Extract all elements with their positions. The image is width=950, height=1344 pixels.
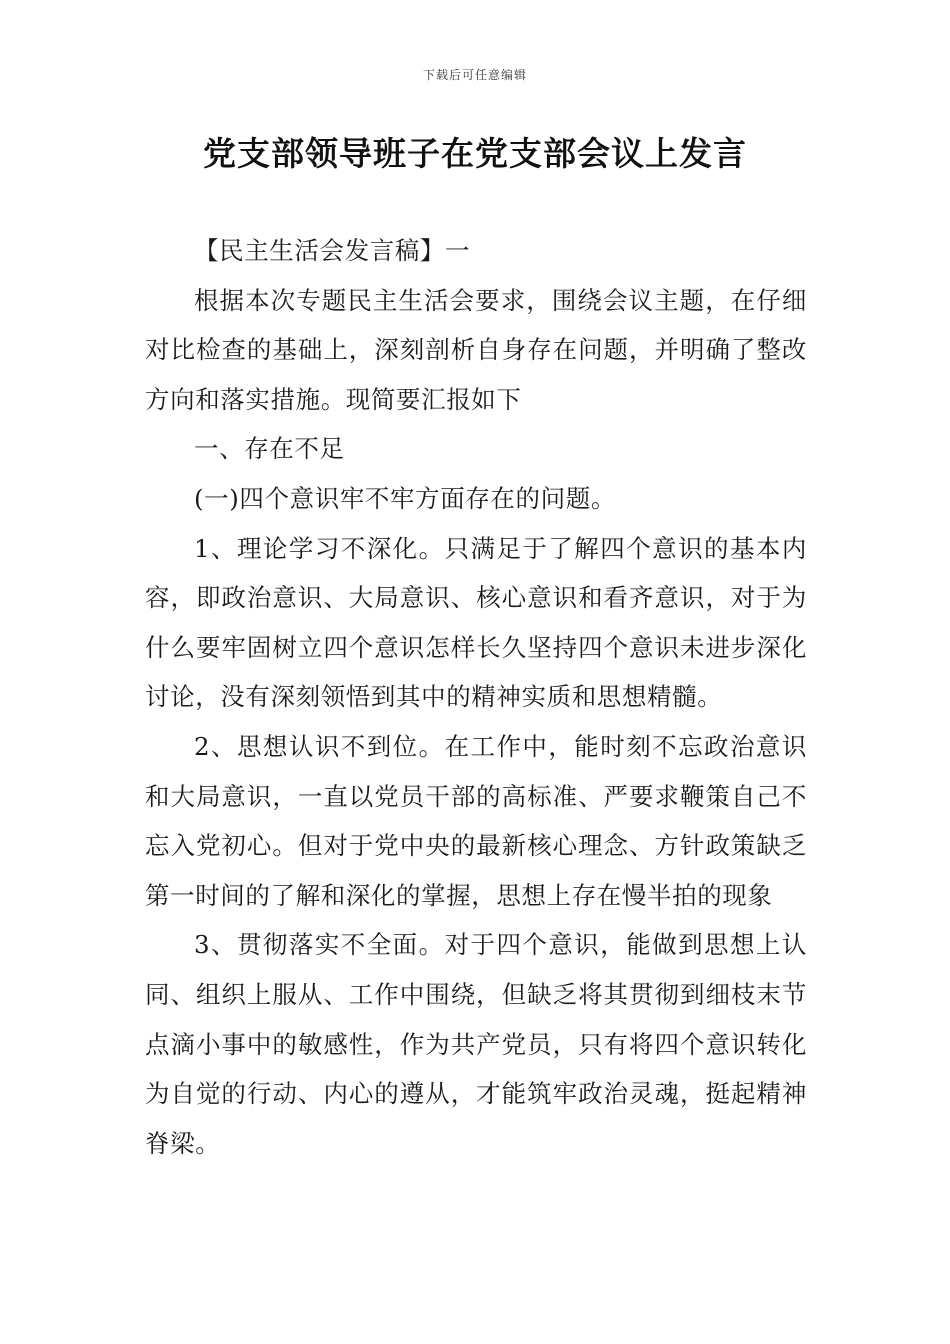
paragraph-section-heading: 【民主生活会发言稿】一 — [194, 236, 471, 265]
paragraph-item-1: 1、理论学习不深化。只满足于了解四个意识的基本内容，即政治意识、大局意识、核心意识和看齐意识，对于为什么要牢固树立四个意识怎样长久坚持四个意识未进步深化讨论，没有深刻领悟到其中的精神实质和思想精髓。 — [145, 533, 807, 712]
paragraph-heading-shortcomings: 一、存在不足 — [194, 434, 345, 464]
document-body — [145, 226, 807, 1168]
paragraph-item-2: 2、思想认识不到位。在工作中，能时刻不忘政治意识和大局意识，一直以党员干部的高标准、严要求鞭策自己不忘入党初心。但对于党中央的最新核心理念、方针政策缺乏第一时间的了解和深化的掌握，思想上存在慢半拍的现象 — [145, 731, 807, 910]
paragraph-subheading-four-consciousness: (一)四个意识牢不牢方面存在的问题。 — [194, 483, 616, 513]
document-title: 党支部领导班子在党支部会议上发言 — [203, 134, 747, 173]
header-note: 下载后可任意编辑 — [422, 68, 527, 82]
paragraph-item-3: 3、贯彻落实不全面。对于四个意识，能做到思想上认同、组织上服从、工作中围绕，但缺乏将其贯彻到细枝末节点滴小事中的敏感性，作为共产党员，只有将四个意识转化为自觉的行动、内心的遵从，才能筑牢政治灵魂，挺起精神脊梁。 — [145, 930, 807, 1158]
paragraph-intro: 根据本次专题民主生活会要求，围绕会议主题，在仔细对比检查的基础上，深刻剖析自身存在问题，并明确了整改方向和落实措施。现简要汇报如下 — [145, 285, 807, 414]
